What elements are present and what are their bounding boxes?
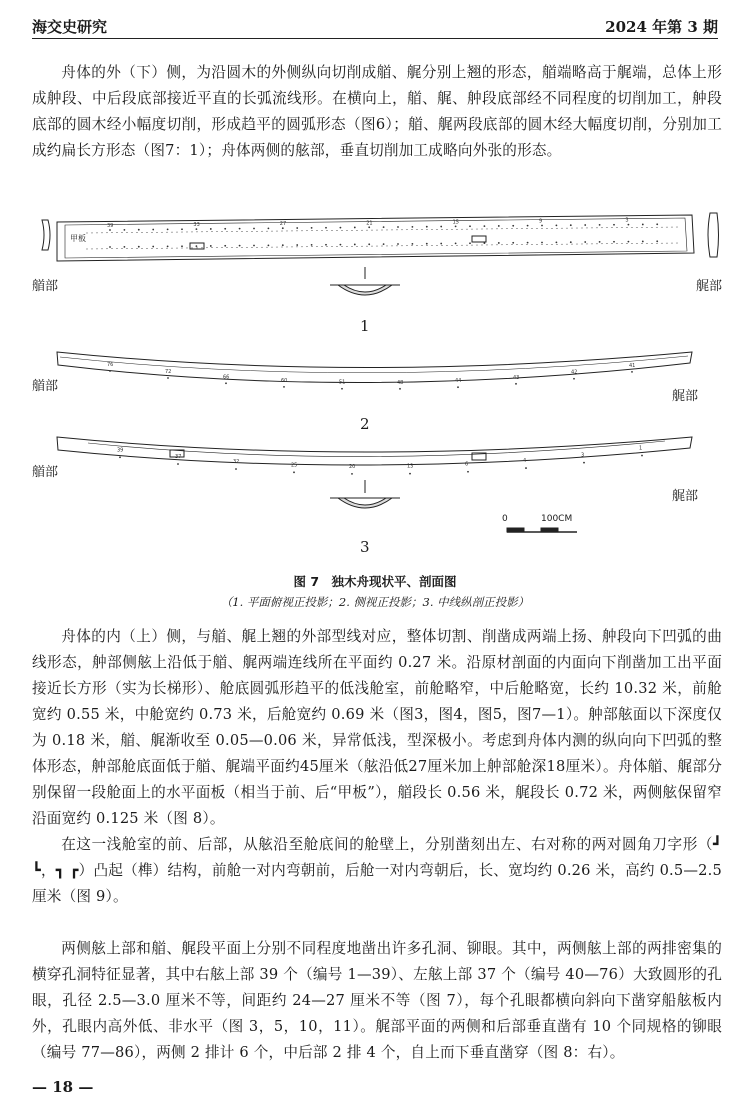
hole-dot	[181, 245, 183, 247]
hole-dot	[239, 245, 241, 247]
side-hole-number: 42	[571, 369, 578, 376]
hole-dot	[282, 227, 284, 229]
hole-dot	[152, 246, 154, 248]
hole-number: 15	[452, 219, 459, 226]
hole-dot	[239, 228, 241, 230]
hole-dot	[268, 227, 270, 229]
scale-start: 0	[502, 514, 508, 524]
section-hole-number: 1	[639, 445, 643, 452]
hole-dot	[426, 226, 428, 228]
hole-dot	[484, 225, 486, 227]
hole-number: 33	[193, 222, 200, 229]
side-hole-dot	[167, 377, 169, 379]
section-hole-number: 3	[581, 452, 585, 459]
hole-dot	[440, 226, 442, 228]
hole-dot	[527, 225, 529, 227]
side-hole-dot	[515, 383, 517, 385]
hole-dot	[210, 228, 212, 230]
hole-dot	[484, 242, 486, 244]
side-hole-number: 66	[223, 374, 230, 381]
hole-dot	[354, 244, 356, 246]
hole-dot	[656, 223, 658, 225]
hole-dot	[253, 245, 255, 247]
paragraph-1: 舟体的外（下）侧，为沿圆木的外侧纵向切削成艏、艉分别上翘的形态，艏端略高于艉端，总体上形成舯段、中后段底部接近平直的长弧流线形。在横向上，艏、艉、舯段底部经不同程度的切削加工，舯段底部的圆木经小幅度切削，形成趋平的圆弧形态（图6）；艏、艉两段底部的圆木经大幅度切削，分别加工成约扁长方形态（图7：1）；舟体两侧的舷部，垂直切削加工成略向外张的形态。	[32, 64, 722, 159]
paragraph-4: 两侧舷上部和艏、艉段平面上分别不同程度地凿出许多孔洞、铆眼。其中，两侧舷上部的两排密集的横穿孔洞特征显著，其中右舷上部 39 个（编号 1—39）、左舷上部 37 个（编号 40—76）大致圆形的孔眼，孔径 2.5—3.0 厘米不等，间距约 24—27 厘米不等（图 7），每个孔眼都横向斜向下凿穿船舷板内外，孔眼内高外低、非水平（图 3，5，10，11）。艉部平面的两侧和后部垂直凿有 10 个同规格的铆眼（编号 77—86），两侧 2 排计 6 个，中后部 2 排 4 个，自上而下垂直凿穿（图 8：右）。	[32, 940, 722, 1061]
hole-dot	[210, 245, 212, 247]
hole-dot	[397, 226, 399, 228]
section-hole-number: 13	[407, 463, 414, 470]
hole-dot	[469, 225, 471, 227]
hole-dot	[556, 224, 558, 226]
hole-dot	[282, 244, 284, 246]
paragraph-2: 舟体的内（上）侧，与艏、艉上翘的外部型线对应，整体切割、削凿成两端上扬、舯段向下凹弧的曲线形态，舯部侧舷上沿低于艏、艉两端连线所在平面约 0.27 米。沿原材剖面的内面向下削凿加工出平面接近长方形（实为长梯形）、舱底圆弧形趋平的低浅舱室，前舱略窄，中后舱略宽，长约 10.32 米，前舱宽约 0.55 米，中舱宽约 0.73 米，后舱宽约 0.69 米（图3，图4，图5，图7—1）。舯部舷面以下深度仅为 0.18 米，艏、艉渐收至 0.05—0.06 米，异常低浅，型深极小。考虑到舟体内测的纵向向下凹弧的整体形态，舯部舱底面低于艏、艉端平面约45厘米（舷沿低27厘米加上舯部舱深18厘米）。舟体艏、艉部分别保留一段舱面上的水平面板（相当于前、后“甲板”），艏段长 0.56 米，艉段长 0.72 米，两侧舷保留窄沿面宽约 0.125 米（图 8）。	[32, 628, 722, 827]
hole-dot	[325, 227, 327, 229]
bow-label-2: 艏部	[32, 379, 59, 394]
running-header	[32, 12, 718, 39]
figure-7	[20, 205, 735, 625]
side-hole-number: 51	[339, 379, 346, 386]
scale-end: 100CM	[541, 514, 573, 524]
issue-number: 2024 年第 3 期	[605, 18, 718, 36]
hole-dot	[570, 224, 572, 226]
hole-dot	[642, 224, 644, 226]
section-hole-number: 4	[523, 458, 527, 465]
section-hole-dot	[235, 468, 237, 470]
hole-dot	[311, 244, 313, 246]
section-hole-dot	[293, 471, 295, 473]
side-hole-dot	[109, 370, 111, 372]
hole-dot	[512, 242, 514, 244]
side-hole-number: 43	[513, 374, 520, 381]
hole-number: 3	[625, 217, 629, 224]
hole-dot	[584, 241, 586, 243]
side-hole-number: 41	[629, 362, 636, 369]
hole-dot	[253, 228, 255, 230]
hole-number: 27	[279, 221, 287, 228]
hole-dot	[628, 224, 630, 226]
hole-dot	[642, 241, 644, 243]
hole-dot	[368, 243, 370, 245]
side-hole-number: 60	[281, 377, 288, 384]
hole-number: 21	[366, 220, 373, 227]
view-number-1: 1	[360, 317, 370, 335]
side-hole-dot	[341, 388, 343, 390]
hole-dot	[656, 240, 658, 242]
stern-end-profile	[708, 213, 719, 257]
hole-dot	[224, 228, 226, 230]
section-hole-dot	[467, 471, 469, 473]
hole-dot	[340, 244, 342, 246]
section-1-shape	[338, 285, 392, 295]
figure-caption: 图 7 独木舟现状平、剖面图	[293, 574, 457, 589]
hole-dot	[455, 226, 457, 228]
section-hole-dot	[351, 473, 353, 475]
page-number: — 18 —	[32, 1078, 94, 1096]
view-number-3: 3	[360, 538, 370, 556]
section-hole-dot	[177, 463, 179, 465]
section-hole-dot	[583, 462, 585, 464]
plan-outline	[57, 215, 694, 261]
hole-dot	[498, 242, 500, 244]
paragraph-3: 在这一浅舱室的前、后部，从舷沿至舱底间的舱壁上，分别凿刻出左、右对称的两对圆角刀字形（┛ ┗，┓ ┏）凸起（榫）结构，前舱一对内弯朝前，后舱一对内弯朝后，长、宽均约 0.26 米，高约 0.5—2.5 厘米（图 9）。	[32, 836, 722, 905]
hole-dot	[152, 229, 154, 231]
journal-name: 海交史研究	[32, 18, 108, 36]
section-hole-number: 37	[175, 454, 182, 461]
section-hole-number: 32	[233, 459, 240, 466]
hole-dot	[397, 243, 399, 245]
side-hole-dot	[399, 388, 401, 390]
hole-dot	[138, 229, 140, 231]
hole-dot	[498, 225, 500, 227]
section-3-shape	[338, 498, 392, 508]
section-hole-number: 39	[117, 447, 124, 454]
side-hole-dot	[573, 378, 575, 380]
hole-dot	[541, 225, 543, 227]
hole-dot	[325, 244, 327, 246]
stern-label-1: 艉部	[696, 279, 723, 294]
section-hole-dot	[525, 467, 527, 469]
side-hole-number: 76	[107, 361, 114, 368]
hole-dot	[455, 243, 457, 245]
hole-dot	[599, 241, 601, 243]
section-view-outline	[57, 437, 692, 465]
hole-dot	[469, 242, 471, 244]
hole-number: 9	[539, 218, 543, 225]
bow-label-1: 艏部	[32, 279, 59, 294]
side-hole-number: 44	[455, 378, 462, 385]
hole-dot	[426, 243, 428, 245]
hole-dot	[383, 243, 385, 245]
hole-dot	[296, 227, 298, 229]
hole-dot	[354, 227, 356, 229]
hole-dot	[296, 244, 298, 246]
hole-dot	[124, 246, 126, 248]
hole-dot	[109, 229, 111, 231]
section-hole-number: 25	[291, 462, 298, 469]
section-hole-dot	[119, 456, 121, 458]
hole-dot	[196, 228, 198, 230]
hole-dot	[268, 244, 270, 246]
hole-dot	[167, 229, 169, 231]
hole-dot	[109, 246, 111, 248]
hole-dot	[512, 225, 514, 227]
side-hole-dot	[631, 371, 633, 373]
section-hole-number: 20	[349, 463, 356, 470]
section-hole-number: 6	[465, 461, 469, 468]
hole-dot	[440, 243, 442, 245]
hole-dot	[138, 246, 140, 248]
canoe-drawing	[20, 205, 735, 570]
deck-stamp: 甲板	[70, 234, 86, 243]
side-hole-number: 72	[165, 369, 172, 376]
hole-dot	[412, 243, 414, 245]
side-hole-number: 48	[397, 379, 404, 386]
bow-end-profile	[42, 220, 50, 250]
hole-dot	[412, 226, 414, 228]
hole-dot	[613, 224, 615, 226]
hole-dot	[628, 241, 630, 243]
hole-number: 39	[107, 223, 114, 229]
hole-dot	[368, 226, 370, 228]
figure-subcaption: （1. 平面俯视正投影；2. 侧视正投影；3. 中线纵剖正投影）	[220, 595, 530, 609]
hole-dot	[584, 224, 586, 226]
hole-dot	[613, 241, 615, 243]
view-number-2: 2	[360, 415, 370, 433]
section-hole-dot	[641, 455, 643, 457]
hole-dot	[196, 245, 198, 247]
hole-dot	[527, 242, 529, 244]
hole-dot	[599, 224, 601, 226]
side-hole-dot	[283, 386, 285, 388]
hole-dot	[556, 241, 558, 243]
hole-dot	[311, 227, 313, 229]
hole-dot	[167, 246, 169, 248]
hole-dot	[124, 229, 126, 231]
section-hole-dot	[409, 473, 411, 475]
hole-dot	[383, 226, 385, 228]
side-view-outline	[57, 352, 692, 383]
stern-label-2: 艉部	[672, 389, 699, 404]
hole-dot	[340, 227, 342, 229]
hole-dot	[541, 242, 543, 244]
side-hole-dot	[225, 382, 227, 384]
stern-label-3: 艉部	[672, 489, 699, 504]
bow-label-3: 艏部	[32, 465, 59, 480]
hole-dot	[570, 241, 572, 243]
hole-dot	[224, 245, 226, 247]
side-hole-dot	[457, 386, 459, 388]
hole-dot	[181, 228, 183, 230]
